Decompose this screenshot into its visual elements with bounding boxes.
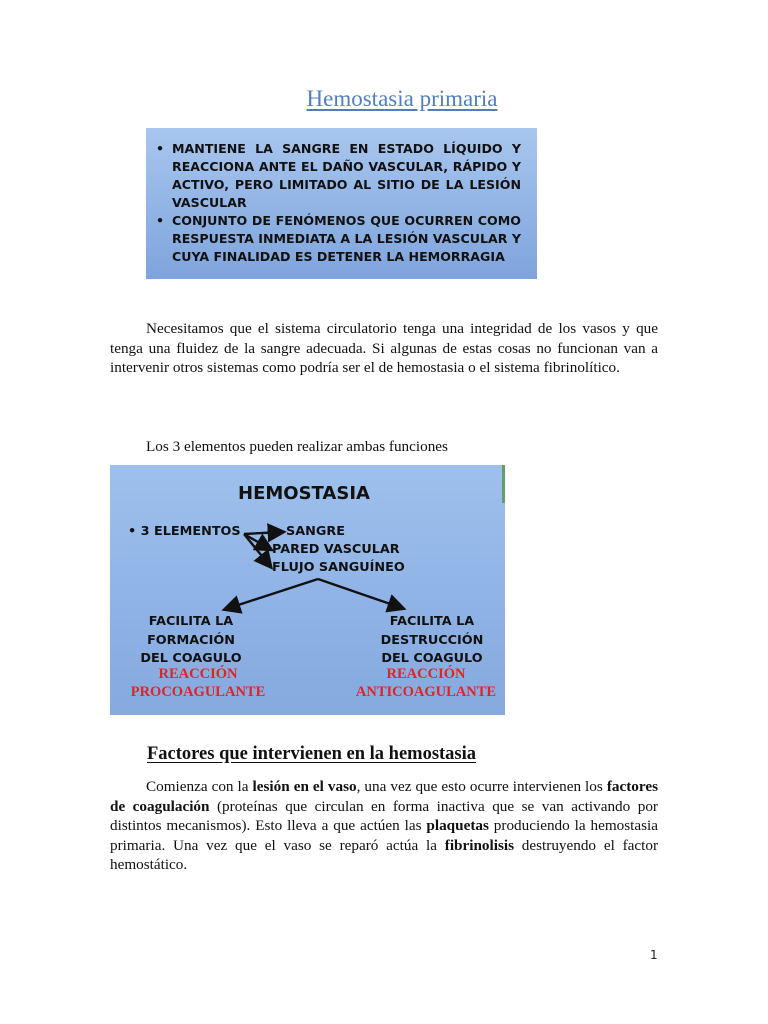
paragraph-integrity [110,319,658,378]
branch-line: FACILITA LA [389,614,475,629]
arrow-to-anticoagulante [318,579,402,608]
reaction-line: PROCOAGULANTE [130,683,266,700]
page-number: 1 [650,948,658,962]
bold-term: factores de coagulación [110,778,658,815]
page-title: Hemostasia primaria [306,86,498,111]
branch-line: DESTRUCCIÓN [380,632,484,648]
text-run: (proteínas que circulan en forma inactiva que se van activando por distintos mecanismos). Esto lleva a que actúen las [110,797,658,835]
reaction-line: REACCIÓN [158,666,238,682]
paragraph-text: Necesitamos que el sistema circulatorio tenga una integridad de los vasos y que tenga una fluidez de la sangre adecuada. Si algunas de estas cosas no funcionan van a intervenir otros sistemas como podría ser el de hemostasia o el sistema fibrinolítico. [110,320,658,377]
left-reaction [124,666,272,701]
element-item: PARED VASCULAR [272,542,400,557]
branch-line: DEL COAGULO [140,651,242,666]
arrow-to-sangre [244,532,282,534]
diagram-heading: HEMOSTASIA [238,483,370,504]
slide-bullet [156,140,521,212]
section-heading: Factores que intervienen en la hemostasia [147,744,477,764]
branch-line: FACILITA LA [148,614,234,629]
definition-slide-image [146,128,537,279]
bullet-symbol: • [156,213,165,228]
text-run: Comienza con la [146,778,253,795]
slide-bullet-text: CONJUNTO DE FENÓMENOS QUE OCURREN COMO RESPUESTA INMEDIATA A LA LESIÓN VASCULAR Y CUYA FINALIDAD ES DETENER LA HEMORRAGIA [172,213,521,264]
slide-bullet [156,212,521,266]
branch-line: FORMACIÓN [147,632,235,648]
bold-term: plaquetas [426,817,489,835]
right-reaction [348,666,504,701]
paragraph-factors [110,777,658,875]
element-item: FLUJO SANGUÍNEO [272,560,405,575]
slide-bullet-text: MANTIENE LA SANGRE EN ESTADO LÍQUIDO Y REACCIONA ANTE EL DAÑO VASCULAR, RÁPIDO Y ACTIVO, PERO LIMITADO AL SITIO DE LA LESIÓN VASCULAR [172,141,521,210]
hemostasia-diagram-image [110,465,505,715]
right-branch-text [372,613,492,669]
paragraph-text [110,778,658,873]
element-item: SANGRE [286,524,345,539]
arrow-to-procoagulante [226,579,318,609]
paragraph-elements [110,437,658,457]
bold-term: fibrinolisis [444,836,514,854]
branch-line: DEL COAGULO [381,651,483,666]
left-branch-text [136,613,246,669]
arrow-to-flujo [244,534,270,566]
reaction-line: ANTICOAGULANTE [355,683,497,700]
text-run: , una vez que esto ocurre intervienen los [356,778,607,795]
text-run: destruyendo el factor hemostático. [110,836,659,874]
reaction-line: REACCIÓN [386,666,466,682]
arrow-to-pared-vascular [244,534,270,549]
bullet-symbol: • [156,141,165,156]
elements-label: • 3 ELEMENTOS [128,524,241,539]
paragraph-text: Los 3 elementos pueden realizar ambas funciones [146,438,448,455]
bold-term: lesión en el vaso [252,778,357,795]
text-run: produciendo la hemostasia primaria. Una vez que el vaso se reparó actúa la [110,817,658,854]
